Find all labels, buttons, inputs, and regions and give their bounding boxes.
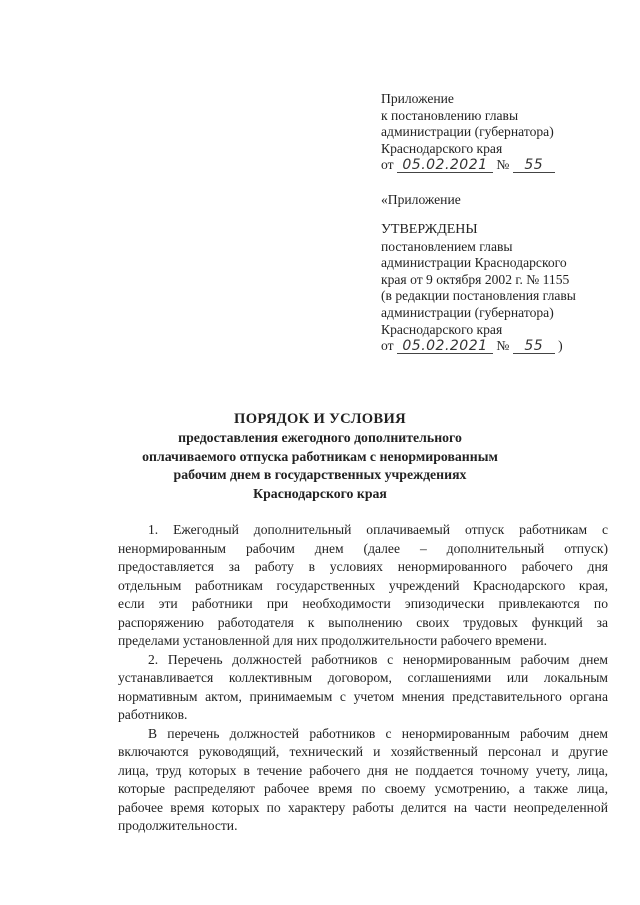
text-line: ненормированным рабочим днем (далее – дополнительный отпуск) — [118, 540, 608, 556]
header-line: Краснодарского края — [381, 140, 503, 156]
approved-line: постановлением главы — [381, 238, 513, 254]
approved-line: администрации Краснодарского — [381, 255, 567, 271]
quote-appendix-text: «Приложение — [381, 192, 461, 207]
text-line: продолжительности. — [118, 818, 238, 833]
header-line: к постановлению главы — [381, 107, 519, 123]
title-main: ПОРЯДОК И УСЛОВИЯ — [234, 411, 406, 427]
text-line: предоставляется за работу в условиях ненормированного рабочего дня — [118, 559, 608, 574]
paragraph-1 — [118, 521, 608, 651]
date-prefix: от — [381, 157, 394, 173]
text-line: включаются руководящий, технический и хозяйственный персонал и другие — [118, 744, 608, 759]
text-line: если эти работники при необходимости эпизодически привлекаются по — [118, 596, 608, 611]
body-text — [118, 521, 608, 836]
date-prefix: от — [381, 338, 394, 354]
approved-block — [381, 222, 576, 355]
approved-title: УТВЕРЖДЕНЫ — [381, 222, 478, 237]
appendix-header — [381, 91, 555, 174]
number-label: № — [496, 157, 510, 173]
approved-line: (в редакции постановления главы — [381, 288, 576, 304]
header-line: администрации (губернатора) — [381, 124, 554, 140]
text-line: устанавливается коллективным договором, соглашениями или локальным — [118, 670, 608, 685]
paragraph-2 — [118, 651, 608, 725]
text-line: работников. — [118, 707, 188, 722]
approved-date-line — [381, 338, 576, 355]
text-line: 2. Перечень должностей работников с ненормированным рабочим днем — [148, 651, 608, 667]
closing-paren: ) — [558, 338, 563, 354]
handwritten-number: 55 — [513, 159, 555, 173]
handwritten-number: 55 — [513, 340, 555, 354]
text-line: отдельным работникам государственных учреждений Краснодарского края, — [118, 577, 608, 593]
title-sub-line: предоставления ежегодного дополнительного — [178, 430, 462, 445]
text-line: 1. Ежегодный дополнительный оплачиваемый отпуск работникам с — [148, 522, 608, 537]
document-title — [0, 410, 640, 504]
text-line: лица, труд которых в течение рабочего дня не поддается точному учету, лица, — [118, 762, 608, 778]
text-line: которые распределяют рабочее время по своему усмотрению, а также лица, — [118, 781, 608, 796]
title-sub-line: оплачиваемого отпуска работникам с ненормированным — [142, 448, 498, 464]
number-label: № — [496, 338, 510, 354]
header-date-line — [381, 157, 555, 174]
approved-line: Краснодарского края — [381, 321, 503, 337]
text-line: рабочее время которых по характеру работы делится на части неопределенной — [118, 799, 608, 815]
text-line: пределами установленной для них продолжительности рабочего времени. — [118, 633, 547, 648]
handwritten-date: 05.02.2021 — [397, 159, 493, 173]
title-sub-line: Краснодарского края — [253, 486, 387, 502]
header-line: Приложение — [381, 91, 454, 106]
approved-line: администрации (губернатора) — [381, 304, 554, 320]
text-line: В перечень должностей работников с ненормированным рабочим днем — [148, 725, 608, 741]
approved-line: края от 9 октября 2002 г. № 1155 — [381, 271, 570, 287]
paragraph-3 — [118, 725, 608, 836]
title-sub-line: рабочим днем в государственных учреждениях — [173, 467, 467, 483]
quote-appendix — [381, 192, 461, 209]
text-line: нормативным актом, принимаемым с учетом мнения представительного органа — [118, 688, 608, 704]
text-line: распоряжению работодателя к выполнению своих трудовых функций за — [118, 614, 608, 630]
handwritten-date: 05.02.2021 — [397, 340, 493, 354]
